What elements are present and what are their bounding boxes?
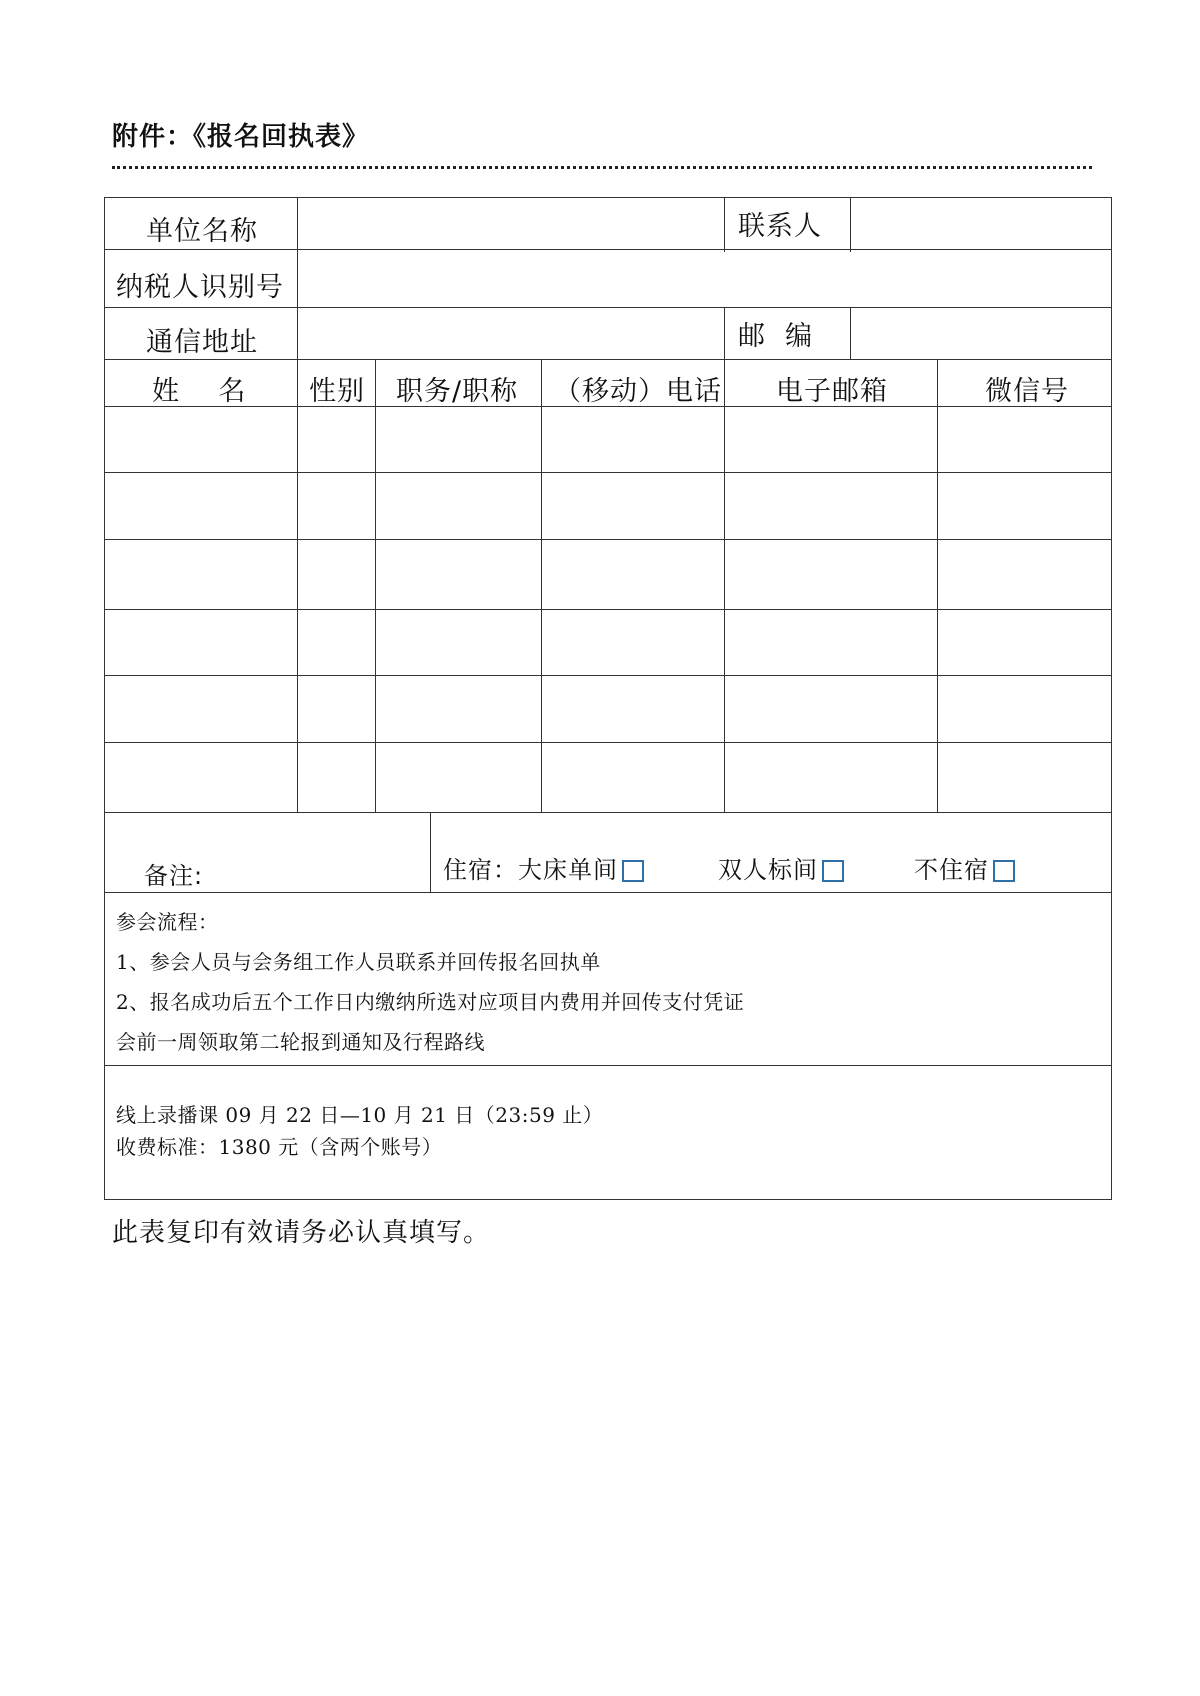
remarks-label: 备注: — [144, 862, 204, 890]
col-divider — [297, 307, 298, 359]
participant-gender-cell[interactable] — [299, 611, 373, 673]
row-divider — [104, 472, 1112, 473]
participant-phone-cell[interactable] — [543, 541, 722, 607]
tax-id-label: 纳税人识别号 — [116, 272, 284, 303]
lodging-label: 住宿： — [443, 856, 518, 884]
column-header-title: 职务/职称 — [396, 376, 519, 407]
participant-wechat-cell[interactable] — [939, 744, 1110, 810]
participant-title-cell[interactable] — [377, 677, 539, 740]
unit-name-field[interactable] — [299, 199, 723, 248]
column-header-phone: （移动）电话 — [554, 376, 722, 407]
lodging-option-none-label: 不住宿 — [914, 856, 989, 884]
unit-name-label: 单位名称 — [146, 216, 258, 247]
participant-wechat-cell[interactable] — [939, 541, 1110, 607]
row-divider — [104, 892, 1112, 893]
participant-email-cell[interactable] — [726, 677, 935, 740]
row-divider — [104, 249, 1112, 250]
participant-name-cell[interactable] — [106, 474, 295, 537]
participant-email-cell[interactable] — [726, 611, 935, 673]
col-divider — [724, 197, 725, 252]
participant-name-cell[interactable] — [106, 744, 295, 810]
postcode-field[interactable] — [852, 309, 1110, 358]
lodging-option-double-bed-label: 大床单间 — [518, 856, 618, 884]
address-label: 通信地址 — [146, 327, 258, 358]
column-header-name: 姓 名 — [152, 376, 247, 407]
participant-phone-cell[interactable] — [543, 408, 722, 470]
column-header-email: 电子邮箱 — [776, 376, 888, 407]
lodging-option-none — [914, 850, 1015, 885]
column-header-gender: 性别 — [309, 376, 365, 407]
col-divider — [375, 359, 376, 812]
lodging-row — [443, 850, 644, 885]
participant-wechat-cell[interactable] — [939, 677, 1110, 740]
participant-wechat-cell[interactable] — [939, 408, 1110, 470]
course-schedule: 线上录播课 09 月 22 日—10 月 21 日（23:59 止） — [116, 1103, 604, 1127]
page-title: 附件：《报名回执表》 — [112, 122, 370, 152]
col-divider — [297, 197, 298, 252]
participant-name-cell[interactable] — [106, 611, 295, 673]
col-divider — [937, 359, 938, 812]
col-divider — [297, 249, 298, 307]
participant-phone-cell[interactable] — [543, 744, 722, 810]
participant-email-cell[interactable] — [726, 541, 935, 607]
participant-email-cell[interactable] — [726, 474, 935, 537]
participant-email-cell[interactable] — [726, 744, 935, 810]
row-divider — [104, 675, 1112, 676]
col-divider — [297, 359, 298, 812]
participant-title-cell[interactable] — [377, 408, 539, 470]
process-step-3: 会前一周领取第二轮报到通知及行程路线 — [116, 1030, 485, 1054]
col-divider — [850, 197, 851, 252]
col-divider — [541, 359, 542, 812]
footer-note: 此表复印有效请务必认真填写。 — [112, 1218, 491, 1248]
participant-title-cell[interactable] — [377, 611, 539, 673]
lodging-option-twin-label: 双人标间 — [718, 856, 818, 884]
participant-gender-cell[interactable] — [299, 474, 373, 537]
participant-phone-cell[interactable] — [543, 677, 722, 740]
postcode-label: 邮 编 — [738, 321, 814, 352]
row-divider — [104, 812, 1112, 813]
process-heading: 参会流程： — [116, 910, 219, 934]
participant-title-cell[interactable] — [377, 474, 539, 537]
contact-field[interactable] — [852, 199, 1110, 248]
participant-phone-cell[interactable] — [543, 611, 722, 673]
no-lodging-checkbox[interactable] — [993, 860, 1015, 882]
participant-email-cell[interactable] — [726, 408, 935, 470]
col-divider — [724, 359, 725, 812]
participant-gender-cell[interactable] — [299, 408, 373, 470]
lodging-option-twin — [718, 850, 844, 885]
row-divider — [104, 539, 1112, 540]
participant-name-cell[interactable] — [106, 677, 295, 740]
participant-title-cell[interactable] — [377, 744, 539, 810]
participant-name-cell[interactable] — [106, 541, 295, 607]
participant-gender-cell[interactable] — [299, 744, 373, 810]
double-bed-checkbox[interactable] — [622, 860, 644, 882]
col-divider — [724, 307, 725, 359]
participant-gender-cell[interactable] — [299, 541, 373, 607]
row-divider — [104, 359, 1112, 360]
participant-phone-cell[interactable] — [543, 474, 722, 537]
row-divider — [104, 609, 1112, 610]
course-fee: 收费标准：1380 元（含两个账号） — [116, 1135, 443, 1159]
col-divider — [430, 812, 431, 892]
participant-wechat-cell[interactable] — [939, 611, 1110, 673]
process-step-1: 1、参会人员与会务组工作人员联系并回传报名回执单 — [116, 950, 601, 974]
row-divider — [104, 742, 1112, 743]
col-divider — [850, 307, 851, 359]
process-step-2: 2、报名成功后五个工作日内缴纳所选对应项目内费用并回传支付凭证 — [116, 990, 745, 1014]
dotted-divider — [112, 166, 1092, 169]
participant-title-cell[interactable] — [377, 541, 539, 607]
participant-wechat-cell[interactable] — [939, 474, 1110, 537]
row-divider — [104, 1065, 1112, 1066]
participant-gender-cell[interactable] — [299, 677, 373, 740]
twin-room-checkbox[interactable] — [822, 860, 844, 882]
address-field[interactable] — [299, 309, 723, 358]
participant-name-cell[interactable] — [106, 408, 295, 470]
row-divider — [104, 307, 1112, 308]
tax-id-field[interactable] — [299, 251, 1110, 306]
contact-label: 联系人 — [738, 211, 822, 242]
column-header-wechat: 微信号 — [985, 376, 1069, 407]
